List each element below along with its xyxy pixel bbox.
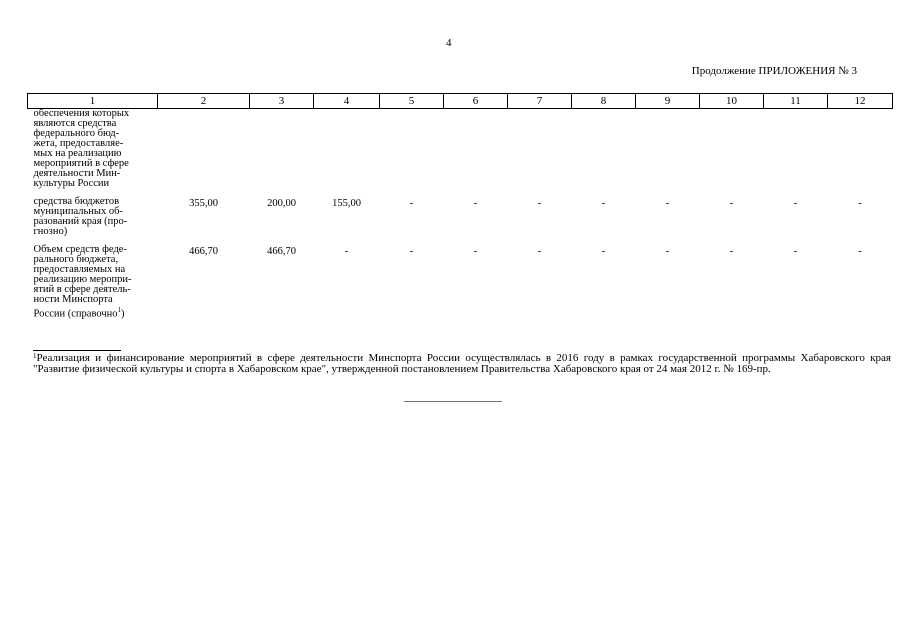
cell-col-7: -: [537, 246, 542, 257]
footnote-text: Реализация и финансирование мероприятий в сфере деятельности Минспорта России осуществлялась в 2016 году в рамках государственной программы Хабаровского края "Развитие физической культуры и спорта в Хабаровском крае", утвержденной постановлением Правительства Хабаровского края от 24 мая 2012 г. № 169-пр.: [33, 352, 891, 375]
row-label-line: разований края (про-: [33, 216, 128, 227]
cell-col-5: -: [409, 246, 414, 257]
cell-col-3: 200,00: [267, 198, 296, 209]
spacer-cell: [28, 237, 893, 245]
cell-col-6: [444, 109, 508, 190]
spacer-cell: [28, 189, 893, 197]
row-label-line: предоставляемых на: [33, 264, 126, 275]
end-of-page-rule: [404, 401, 502, 402]
row-label-line: являются средства: [33, 118, 117, 129]
row-label-line: мероприятий в сфере: [33, 158, 129, 169]
column-header-5: 5: [380, 94, 444, 109]
row-label-line: средства бюджетов: [33, 196, 120, 207]
cell-col-8: -: [601, 246, 606, 257]
cell-col-4: 155,00: [332, 198, 361, 209]
column-header-6: 6: [444, 94, 508, 109]
row-label-line: культуры России: [33, 178, 110, 189]
row-label-line: России (справочно: [33, 308, 118, 320]
cell-col-3: 466,70: [267, 246, 296, 257]
cell-col-11: [764, 109, 828, 190]
row-label-line: федерального бюд-: [33, 128, 120, 139]
cell-col-7: [508, 109, 572, 190]
appendix-continuation-title: Продолжение ПРИЛОЖЕНИЯ № 3: [691, 65, 857, 77]
footnote-marker: 1: [33, 352, 37, 360]
cell-col-10: -: [729, 246, 734, 257]
table-row: [28, 109, 893, 190]
cell-col-2: 466,70: [189, 246, 218, 257]
cell-col-12: -: [858, 246, 862, 257]
column-header-1: 1: [28, 94, 158, 109]
row-label-line: гнозно): [33, 226, 68, 237]
page-number: 4: [446, 37, 452, 49]
footnote-rule: [33, 350, 121, 351]
row-label-line: жета, предоставляе-: [33, 138, 124, 149]
footnote-reference: 1: [117, 306, 121, 314]
row-label-tail: ): [120, 308, 125, 320]
row-label-line: Объем средств феде-: [33, 244, 127, 255]
cell-col-10: [700, 109, 764, 190]
cell-col-6: -: [473, 246, 478, 257]
row-label-line: муниципальных об-: [33, 206, 123, 217]
cell-col-6: -: [473, 198, 478, 209]
table-row: [28, 245, 893, 320]
cell-col-8: -: [601, 198, 606, 209]
column-header-12: 12: [828, 94, 893, 109]
cell-col-2: 355,00: [189, 198, 218, 209]
column-header-10: 10: [700, 94, 764, 109]
table-header-row: [28, 94, 893, 109]
cell-col-4: [314, 109, 380, 190]
row-spacer: [28, 189, 893, 197]
cell-col-2: [158, 109, 250, 190]
row-spacer: [28, 237, 893, 245]
cell-col-9: -: [665, 246, 670, 257]
table-row: [28, 197, 893, 237]
cell-col-9: [636, 109, 700, 190]
cell-col-5: [380, 109, 444, 190]
column-header-3: 3: [250, 94, 314, 109]
table-body: [28, 109, 893, 320]
row-label-line: мых на реализацию: [33, 148, 122, 159]
column-header-4: 4: [314, 94, 380, 109]
cell-col-11: -: [793, 246, 798, 257]
cell-col-10: -: [729, 198, 734, 209]
footnote: [33, 353, 891, 375]
row-label-line: рального бюджета,: [33, 254, 119, 265]
row-label: [28, 245, 158, 320]
row-label-line: ятий в сфере деятель-: [33, 284, 131, 295]
cell-col-7: -: [537, 198, 542, 209]
row-label: [28, 109, 158, 190]
cell-col-9: -: [665, 198, 670, 209]
cell-col-12: [828, 109, 893, 190]
column-header-7: 7: [508, 94, 572, 109]
column-header-2: 2: [158, 94, 250, 109]
cell-col-5: -: [409, 198, 414, 209]
row-label-line: ности Минспорта: [33, 294, 113, 305]
row-label: [28, 197, 158, 237]
cell-col-12: -: [858, 198, 862, 209]
row-label-line: деятельности Мин-: [33, 168, 121, 179]
column-header-11: 11: [764, 94, 828, 109]
cell-col-8: [572, 109, 636, 190]
cell-col-11: -: [793, 198, 798, 209]
row-label-line: обеспечения которых: [33, 108, 130, 119]
column-header-9: 9: [636, 94, 700, 109]
appendix-table: [27, 93, 893, 320]
cell-col-4: -: [344, 246, 349, 257]
column-header-8: 8: [572, 94, 636, 109]
cell-col-3: [250, 109, 314, 190]
row-label-line: реализацию меропри-: [33, 274, 132, 285]
